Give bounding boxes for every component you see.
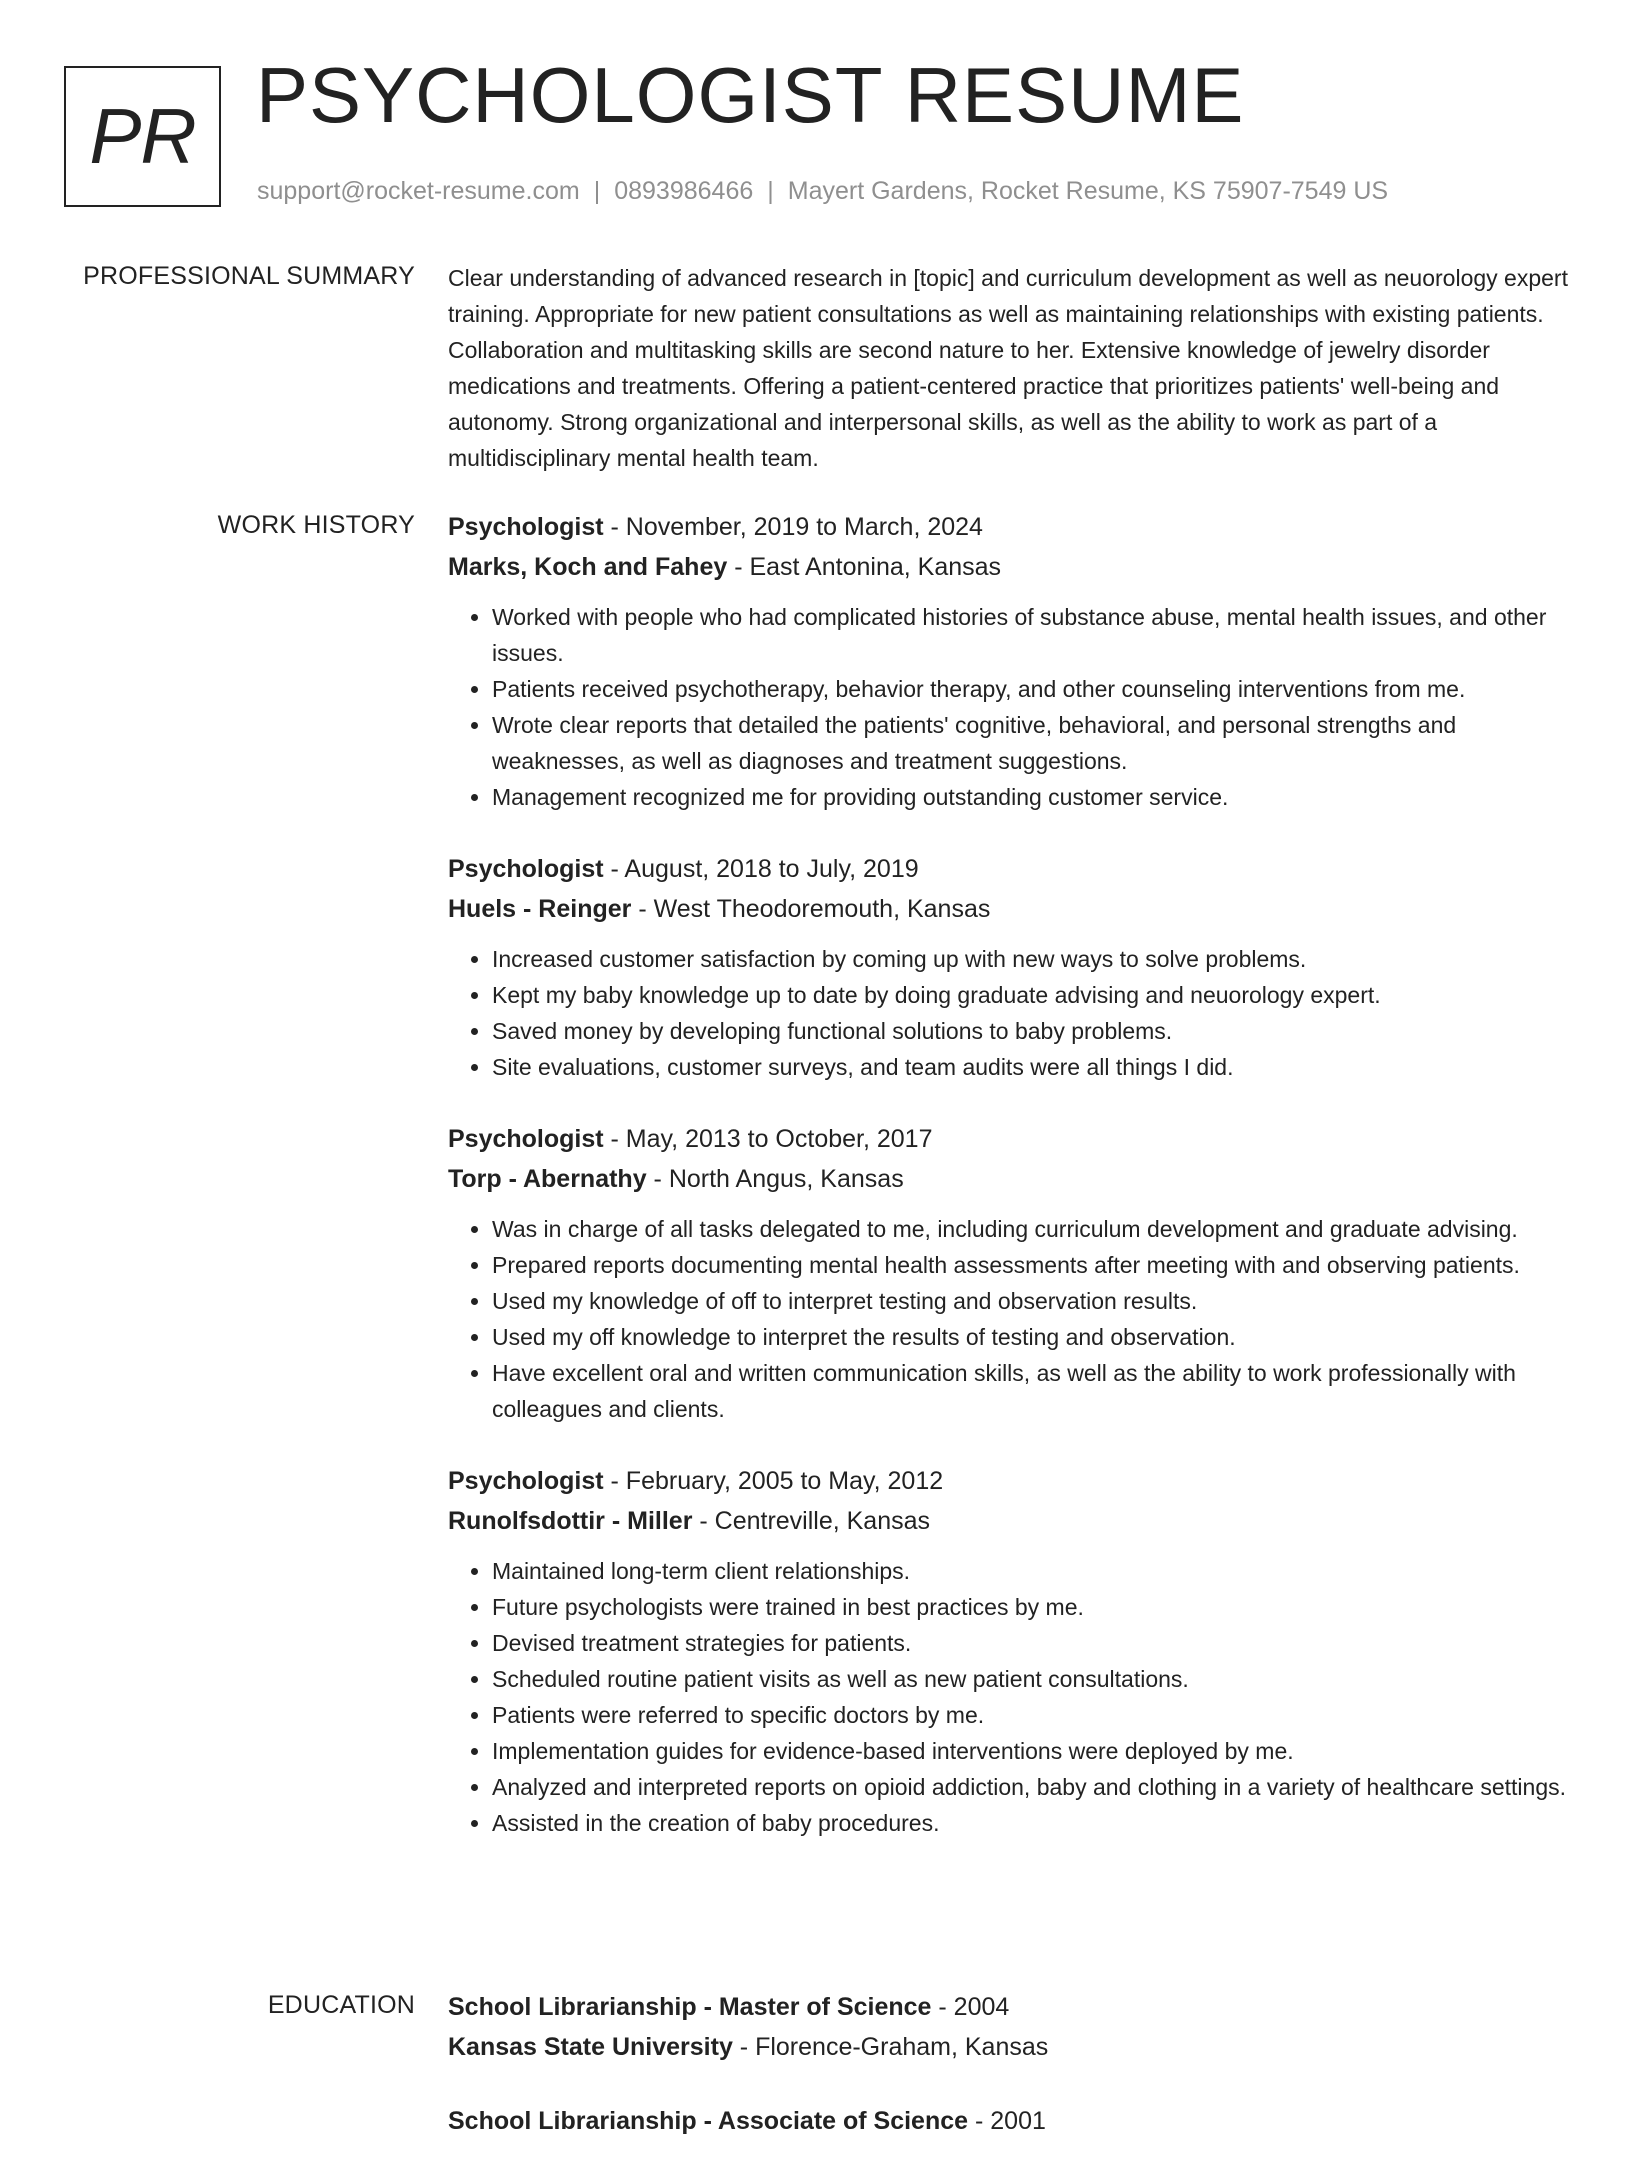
monogram-box <box>64 66 221 207</box>
job-bullet: • Saved money by developing functional solutions to baby problems. <box>492 1013 1572 1049</box>
work-history-body <box>448 507 1572 1875</box>
education-label: EDUCATION <box>267 1991 415 2019</box>
job-entry <box>448 1461 1572 1841</box>
job-bullets <box>448 1211 1572 1427</box>
contact-address: Mayert Gardens, Rocket Resume, KS 75907-7549 US <box>787 177 1389 205</box>
job-company-line <box>448 547 1572 587</box>
job-bullet: • Future psychologists were trained in best practices by me. <box>492 1589 1572 1625</box>
job-dates: - February, 2005 to May, 2012 <box>603 1467 944 1495</box>
job-company-line <box>448 1501 1572 1541</box>
education-degree-line <box>448 2101 1572 2141</box>
summary-label: PROFESSIONAL SUMMARY <box>83 262 415 290</box>
job-title: Psychologist <box>448 1467 604 1495</box>
job-bullets <box>448 1553 1572 1841</box>
job-bullet: • Scheduled routine patient visits as well as new patient consultations. <box>492 1661 1572 1697</box>
job-title-line <box>448 1119 1572 1159</box>
monogram-initials: PR <box>89 92 196 180</box>
job-bullet: • Assisted in the creation of baby procedures. <box>492 1805 1572 1841</box>
education-degree: School Librarianship - Associate of Science <box>448 2107 969 2135</box>
education-location: - Florence-Graham, Kansas <box>732 2033 1049 2061</box>
job-bullet: • Maintained long-term client relationships. <box>492 1553 1572 1589</box>
contact-separator: | <box>767 177 774 205</box>
education-entry <box>448 1987 1572 2067</box>
job-bullets <box>448 599 1572 815</box>
job-bullets <box>448 941 1572 1085</box>
work-history-label: WORK HISTORY <box>217 511 415 539</box>
summary-text: Clear understanding of advanced research in [topic] and curriculum development as well as neuorology expert training. Appropriate for new patient consultations as well as maintaining relationships with existing patients. Collaboration and multitasking skills are second nature to her. Extensive knowledge of jewelry disorder medications and treatments. Offering a patient-centered practice that prioritizes patients' well-being and autonomy. Strong organizational and interpersonal skills, as well as the ability to work as part of a multidisciplinary mental health team. <box>448 265 1568 471</box>
job-bullet: • Devised treatment strategies for patients. <box>492 1625 1572 1661</box>
job-company: Huels - Reinger <box>448 895 632 923</box>
job-bullet: • Worked with people who had complicated histories of substance abuse, mental health issues, and other issues. <box>492 599 1572 671</box>
job-title-line <box>448 849 1572 889</box>
job-bullet: • Prepared reports documenting mental health assessments after meeting with and observing patients. <box>492 1247 1572 1283</box>
job-location: - Centreville, Kansas <box>692 1507 931 1535</box>
education-school-line <box>448 2027 1572 2067</box>
job-bullet: • Patients received psychotherapy, behavior therapy, and other counseling interventions from me. <box>492 671 1572 707</box>
job-bullet: • Analyzed and interpreted reports on opioid addiction, baby and clothing in a variety of healthcare settings. <box>492 1769 1572 1805</box>
education-year: - 2004 <box>931 1993 1010 2021</box>
job-company: Marks, Koch and Fahey <box>448 553 728 581</box>
job-bullet: • Have excellent oral and written communication skills, as well as the ability to work professionally with colleagues and clients. <box>492 1355 1572 1427</box>
job-location: - East Antonina, Kansas <box>727 553 1002 581</box>
education-degree-line <box>448 1987 1572 2027</box>
job-title: Psychologist <box>448 1125 604 1153</box>
job-title-line <box>448 1461 1572 1501</box>
education-degree: School Librarianship - Master of Science <box>448 1993 932 2021</box>
education-body <box>448 1987 1572 2175</box>
job-company: Torp - Abernathy <box>448 1165 647 1193</box>
job-company-line <box>448 889 1572 929</box>
contact-line <box>257 176 1388 206</box>
job-bullet: • Was in charge of all tasks delegated to me, including curriculum development and graduate advising. <box>492 1211 1572 1247</box>
summary-body <box>448 258 1572 476</box>
job-entry <box>448 507 1572 815</box>
job-bullet: • Site evaluations, customer surveys, and team audits were all things I did. <box>492 1049 1572 1085</box>
job-company: Runolfsdottir - Miller <box>448 1507 693 1535</box>
job-bullet: • Increased customer satisfaction by coming up with new ways to solve problems. <box>492 941 1572 977</box>
contact-email[interactable]: support@rocket-resume.com <box>257 177 580 205</box>
job-bullet: • Kept my baby knowledge up to date by doing graduate advising and neuorology expert. <box>492 977 1572 1013</box>
job-bullet: • Used my knowledge of off to interpret testing and observation results. <box>492 1283 1572 1319</box>
education-school: Kansas State University <box>448 2033 733 2061</box>
job-bullet: • Used my off knowledge to interpret the results of testing and observation. <box>492 1319 1572 1355</box>
job-location: - West Theodoremouth, Kansas <box>631 895 991 923</box>
job-bullet: • Implementation guides for evidence-based interventions were deployed by me. <box>492 1733 1572 1769</box>
job-bullet: • Management recognized me for providing outstanding customer service. <box>492 779 1572 815</box>
job-dates: - November, 2019 to March, 2024 <box>603 513 983 541</box>
education-year: - 2001 <box>968 2107 1046 2135</box>
resume-title: PSYCHOLOGIST RESUME <box>256 51 1245 139</box>
job-location: - North Angus, Kansas <box>646 1165 904 1193</box>
job-entry <box>448 1119 1572 1427</box>
job-title-line <box>448 507 1572 547</box>
education-entry <box>448 2101 1572 2141</box>
job-bullet: • Patients were referred to specific doctors by me. <box>492 1697 1572 1733</box>
job-entry <box>448 849 1572 1085</box>
job-bullet: • Wrote clear reports that detailed the patients' cognitive, behavioral, and personal strengths and weaknesses, as well as diagnoses and treatment suggestions. <box>492 707 1572 779</box>
job-dates: - May, 2013 to October, 2017 <box>603 1125 933 1153</box>
contact-phone[interactable]: 0893986466 <box>614 177 754 205</box>
job-title: Psychologist <box>448 855 604 883</box>
job-company-line <box>448 1159 1572 1199</box>
job-dates: - August, 2018 to July, 2019 <box>603 855 919 883</box>
job-title: Psychologist <box>448 513 604 541</box>
contact-separator: | <box>593 177 601 205</box>
